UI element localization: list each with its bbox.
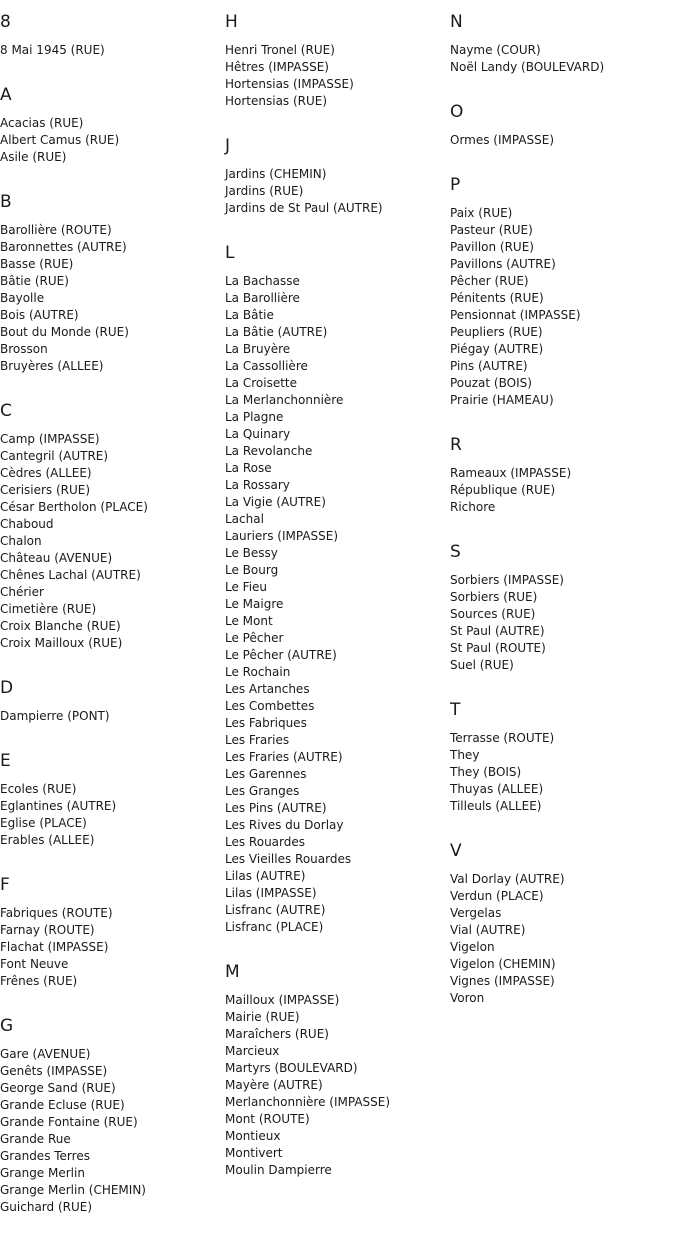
street-item: Vignes (IMPASSE)	[450, 974, 555, 988]
street-column-2	[225, 0, 450, 1205]
street-item: Richore	[450, 500, 496, 514]
street-list	[450, 205, 675, 409]
street-item: Eglantines (AUTRE)	[0, 799, 117, 813]
street-item: La Merlanchonnière	[225, 393, 344, 407]
street-item: Vigelon (CHEMIN)	[450, 957, 556, 971]
street-item: Albert Camus (RUE)	[0, 133, 120, 147]
letter-group	[450, 435, 675, 516]
letter-heading: 8	[0, 12, 11, 32]
street-item: Jardins (RUE)	[225, 184, 304, 198]
street-item: Bois (AUTRE)	[0, 308, 79, 322]
street-item: Le Bourg	[225, 563, 279, 577]
street-item: Les Fraries	[225, 733, 290, 747]
street-item: La Bachasse	[225, 274, 300, 288]
street-item: Pouzat (BOIS)	[450, 376, 532, 390]
street-item: Le Fieu	[225, 580, 268, 594]
street-item: Croix Mailloux (RUE)	[0, 636, 123, 650]
letter-heading: T	[450, 700, 461, 720]
street-item: Le Mont	[225, 614, 273, 628]
street-item: Montivert	[225, 1146, 283, 1160]
street-item: Pénitents (RUE)	[450, 291, 544, 305]
street-item: Les Rouardes	[225, 835, 305, 849]
street-item: Suel (RUE)	[450, 658, 514, 672]
street-item: Voron	[450, 991, 485, 1005]
letter-heading: S	[450, 542, 461, 562]
street-item: Hortensias (IMPASSE)	[225, 77, 354, 91]
street-item: Rameaux (IMPASSE)	[450, 466, 572, 480]
street-item: Les Artanches	[225, 682, 310, 696]
letter-group	[450, 700, 675, 815]
street-item: La Croisette	[225, 376, 298, 390]
street-list	[225, 42, 450, 110]
letter-heading: D	[0, 678, 14, 698]
street-item: Bruyères (ALLEE)	[0, 359, 104, 373]
street-item: Pins (AUTRE)	[450, 359, 528, 373]
street-item: Ormes (IMPASSE)	[450, 133, 555, 147]
street-item: Noël Landy (BOULEVARD)	[450, 60, 605, 74]
street-list	[450, 572, 675, 674]
street-item: Ecoles (RUE)	[0, 782, 77, 796]
street-item: La Vigie (AUTRE)	[225, 495, 326, 509]
street-item: Thuyas (ALLEE)	[450, 782, 544, 796]
street-item: La Rose	[225, 461, 272, 475]
street-item: Jardins de St Paul (AUTRE)	[225, 201, 383, 215]
street-item: Jardins (CHEMIN)	[225, 167, 327, 181]
street-list	[0, 905, 225, 990]
street-item: Cimetière (RUE)	[0, 602, 97, 616]
letter-heading: A	[0, 85, 12, 105]
street-item: Bout du Monde (RUE)	[0, 325, 129, 339]
street-item: Grange Merlin	[0, 1166, 85, 1180]
letter-group	[0, 678, 225, 725]
letter-heading: V	[450, 841, 462, 861]
street-list	[450, 730, 675, 815]
street-item: Guichard (RUE)	[0, 1200, 93, 1214]
street-item: St Paul (AUTRE)	[450, 624, 545, 638]
street-item: Grange Merlin (CHEMIN)	[0, 1183, 146, 1197]
street-item: Verdun (PLACE)	[450, 889, 544, 903]
street-item: Farnay (ROUTE)	[0, 923, 95, 937]
street-item: Bâtie (RUE)	[0, 274, 69, 288]
street-item: La Barollière	[225, 291, 300, 305]
street-item: Les Rives du Dorlay	[225, 818, 344, 832]
street-item: La Cassollière	[225, 359, 308, 373]
street-list	[450, 465, 675, 516]
street-item: Le Rochain	[225, 665, 291, 679]
street-column-3	[450, 0, 675, 1033]
letter-group	[450, 12, 675, 76]
street-item: Henri Tronel (RUE)	[225, 43, 335, 57]
street-item: Hêtres (IMPASSE)	[225, 60, 329, 74]
letter-heading: J	[225, 136, 231, 156]
letter-heading: O	[450, 102, 464, 122]
street-item: Chalon	[0, 534, 42, 548]
street-item: Mailloux (IMPASSE)	[225, 993, 340, 1007]
letter-heading: M	[225, 962, 240, 982]
street-item: Lisfranc (AUTRE)	[225, 903, 326, 917]
street-list	[225, 166, 450, 217]
street-item: Mairie (RUE)	[225, 1010, 300, 1024]
letter-group	[225, 12, 450, 110]
street-item: Merlanchonnière (IMPASSE)	[225, 1095, 391, 1109]
street-item: Le Pêcher	[225, 631, 284, 645]
street-item: George Sand (RUE)	[0, 1081, 116, 1095]
street-item: Lachal	[225, 512, 264, 526]
street-item: They	[450, 748, 480, 762]
street-item: Martyrs (BOULEVARD)	[225, 1061, 358, 1075]
letter-heading: C	[0, 401, 12, 421]
street-item: Croix Blanche (RUE)	[0, 619, 121, 633]
street-item: Cerisiers (RUE)	[0, 483, 91, 497]
street-item: Brosson	[0, 342, 48, 356]
street-item: Prairie (HAMEAU)	[450, 393, 554, 407]
letter-group	[450, 841, 675, 1007]
street-item: Font Neuve	[0, 957, 69, 971]
letter-heading: H	[225, 12, 238, 32]
letter-group	[225, 243, 450, 936]
street-item: Erables (ALLEE)	[0, 833, 95, 847]
street-list	[0, 781, 225, 849]
street-item: Montieux	[225, 1129, 281, 1143]
street-item: Pavillon (RUE)	[450, 240, 534, 254]
street-item: Grandes Terres	[0, 1149, 90, 1163]
street-item: Grande Rue	[0, 1132, 71, 1146]
letter-group	[0, 401, 225, 652]
street-item: Mont (ROUTE)	[225, 1112, 310, 1126]
letter-heading: R	[450, 435, 462, 455]
street-item: Le Pêcher (AUTRE)	[225, 648, 337, 662]
street-item: Les Fraries (AUTRE)	[225, 750, 343, 764]
street-item: Hortensias (RUE)	[225, 94, 328, 108]
street-item: Paix (RUE)	[450, 206, 513, 220]
street-list	[450, 871, 675, 1007]
street-item: Maraîchers (RUE)	[225, 1027, 329, 1041]
street-item: 8 Mai 1945 (RUE)	[0, 43, 105, 57]
street-item: Frênes (RUE)	[0, 974, 78, 988]
street-item: Sources (RUE)	[450, 607, 536, 621]
street-item: Basse (RUE)	[0, 257, 74, 271]
street-item: Le Maigre	[225, 597, 284, 611]
street-item: Cèdres (ALLEE)	[0, 466, 92, 480]
street-item: Terrasse (ROUTE)	[450, 731, 555, 745]
street-item: Grande Ecluse (RUE)	[0, 1098, 125, 1112]
street-item: Genêts (IMPASSE)	[0, 1064, 108, 1078]
street-list	[0, 1046, 225, 1216]
street-item: Flachat (IMPASSE)	[0, 940, 109, 954]
street-item: Bayolle	[0, 291, 45, 305]
street-item: Gare (AVENUE)	[0, 1047, 91, 1061]
street-list	[450, 132, 675, 149]
letter-heading: E	[0, 751, 11, 771]
street-list	[450, 42, 675, 76]
street-item: Baronnettes (AUTRE)	[0, 240, 127, 254]
street-item: Cantegril (AUTRE)	[0, 449, 109, 463]
street-item: Les Pins (AUTRE)	[225, 801, 327, 815]
street-item: Lauriers (IMPASSE)	[225, 529, 339, 543]
letter-group	[0, 1016, 225, 1216]
street-item: Chérier	[0, 585, 44, 599]
street-item: Fabriques (ROUTE)	[0, 906, 113, 920]
street-item: Pavillons (AUTRE)	[450, 257, 556, 271]
street-item: Val Dorlay (AUTRE)	[450, 872, 565, 886]
letter-heading: L	[225, 243, 235, 263]
letter-group	[0, 751, 225, 849]
letter-group	[0, 12, 225, 59]
street-item: Lilas (AUTRE)	[225, 869, 306, 883]
street-item: Dampierre (PONT)	[0, 709, 110, 723]
street-item: Les Fabriques	[225, 716, 307, 730]
street-item: Moulin Dampierre	[225, 1163, 332, 1177]
letter-group	[450, 102, 675, 149]
street-item: Grande Fontaine (RUE)	[0, 1115, 138, 1129]
street-item: La Bruyère	[225, 342, 291, 356]
street-item: They (BOIS)	[450, 765, 522, 779]
street-item: Mayère (AUTRE)	[225, 1078, 323, 1092]
letter-heading: P	[450, 175, 461, 195]
street-column-1	[0, 0, 225, 1242]
street-item: Château (AVENUE)	[0, 551, 113, 565]
street-item: Nayme (COUR)	[450, 43, 541, 57]
street-item: Vial (AUTRE)	[450, 923, 526, 937]
street-item: La Bâtie	[225, 308, 274, 322]
street-item: Tilleuls (ALLEE)	[450, 799, 542, 813]
street-item: Les Vieilles Rouardes	[225, 852, 352, 866]
street-item: République (RUE)	[450, 483, 556, 497]
street-item: Asile (RUE)	[0, 150, 67, 164]
street-item: Acacias (RUE)	[0, 116, 84, 130]
street-item: Chaboud	[0, 517, 54, 531]
letter-group	[225, 136, 450, 217]
street-item: La Quinary	[225, 427, 291, 441]
letter-heading: F	[0, 875, 10, 895]
letter-group	[450, 542, 675, 674]
street-item: Barollière (ROUTE)	[0, 223, 112, 237]
street-list	[0, 42, 225, 59]
letter-heading: N	[450, 12, 463, 32]
letter-group	[0, 192, 225, 375]
letter-group	[0, 85, 225, 166]
street-item: La Rossary	[225, 478, 290, 492]
street-list	[225, 992, 450, 1179]
letter-group	[225, 962, 450, 1179]
street-item: Camp (IMPASSE)	[0, 432, 100, 446]
street-item: La Bâtie (AUTRE)	[225, 325, 328, 339]
street-item: Les Combettes	[225, 699, 315, 713]
street-item: Pêcher (RUE)	[450, 274, 529, 288]
street-list	[0, 222, 225, 375]
street-list	[0, 115, 225, 166]
street-list	[0, 708, 225, 725]
street-item: Lisfranc (PLACE)	[225, 920, 324, 934]
street-item: Les Granges	[225, 784, 300, 798]
letter-heading: B	[0, 192, 12, 212]
street-item: La Revolanche	[225, 444, 313, 458]
street-item: Vigelon	[450, 940, 495, 954]
street-item: Peupliers (RUE)	[450, 325, 543, 339]
street-item: Sorbiers (IMPASSE)	[450, 573, 564, 587]
street-item: Eglise (PLACE)	[0, 816, 87, 830]
street-list	[0, 431, 225, 652]
street-item: César Bertholon (PLACE)	[0, 500, 148, 514]
street-item: Pensionnat (IMPASSE)	[450, 308, 581, 322]
street-item: La Plagne	[225, 410, 284, 424]
street-item: Piégay (AUTRE)	[450, 342, 544, 356]
letter-group	[0, 875, 225, 990]
street-item: Les Garennes	[225, 767, 307, 781]
street-item: Le Bessy	[225, 546, 278, 560]
street-item: Vergelas	[450, 906, 502, 920]
street-item: St Paul (ROUTE)	[450, 641, 546, 655]
letter-heading: G	[0, 1016, 14, 1036]
street-item: Pasteur (RUE)	[450, 223, 533, 237]
street-list	[225, 273, 450, 936]
street-item: Sorbiers (RUE)	[450, 590, 538, 604]
letter-group	[450, 175, 675, 409]
street-item: Chênes Lachal (AUTRE)	[0, 568, 141, 582]
street-item: Lilas (IMPASSE)	[225, 886, 317, 900]
street-item: Marcieux	[225, 1044, 280, 1058]
